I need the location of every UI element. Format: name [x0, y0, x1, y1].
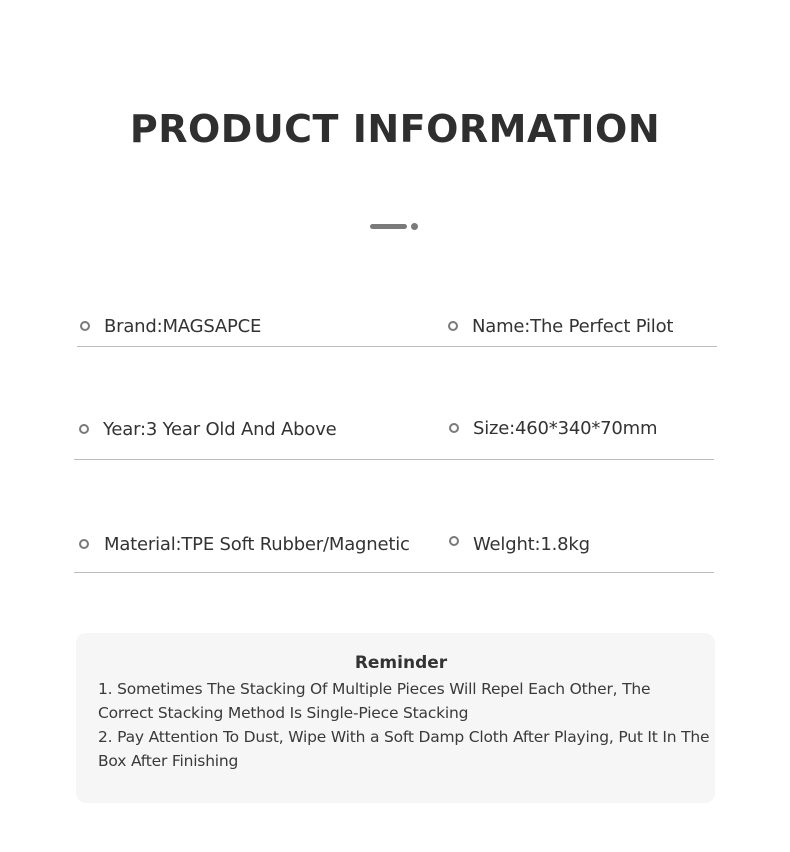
- spec-brand-label: Brand:MAGSAPCE: [104, 315, 262, 337]
- spec-item-name: [448, 311, 673, 341]
- spec-item-material: [79, 529, 410, 559]
- circle-bullet-icon: [448, 321, 458, 331]
- title-divider-ornament: [370, 222, 420, 230]
- row-divider-line: [74, 572, 714, 573]
- row-divider-line: [77, 346, 717, 347]
- spec-size-label: Size:460*340*70mm: [473, 417, 658, 439]
- spec-item-brand: [80, 311, 261, 341]
- circle-bullet-icon: [80, 321, 90, 331]
- spec-year-label: Year:3 Year Old And Above: [103, 418, 337, 440]
- circle-bullet-icon: [79, 539, 89, 549]
- reminder-panel: [76, 633, 715, 803]
- page-title: PRODUCT INFORMATION: [129, 107, 661, 151]
- spec-material-label: Material:TPE Soft Rubber/Magnetic: [104, 533, 410, 555]
- row-divider-line: [74, 459, 714, 460]
- divider-dot-shape: [411, 223, 418, 230]
- reminder-item: 2. Pay Attention To Dust, Wipe With a Soft Damp Cloth After Playing, Put It In The Box After Finishing: [98, 728, 710, 770]
- reminder-list: [98, 677, 710, 773]
- spec-item-weight: [449, 529, 590, 559]
- reminder-item: 1. Sometimes The Stacking Of Multiple Pieces Will Repel Each Other, The Correct Stacking Method Is Single-Piece Stacking: [98, 680, 651, 722]
- divider-dash-shape: [370, 224, 407, 229]
- circle-bullet-icon: [79, 424, 89, 434]
- spec-name-label: Name:The Perfect Pilot: [472, 315, 674, 337]
- circle-bullet-icon: [449, 536, 459, 546]
- spec-weight-label: Welght:1.8kg: [473, 533, 590, 555]
- circle-bullet-icon: [449, 423, 459, 433]
- spec-item-year: [79, 414, 337, 444]
- spec-item-size: [449, 413, 657, 443]
- reminder-title: Reminder: [354, 653, 448, 673]
